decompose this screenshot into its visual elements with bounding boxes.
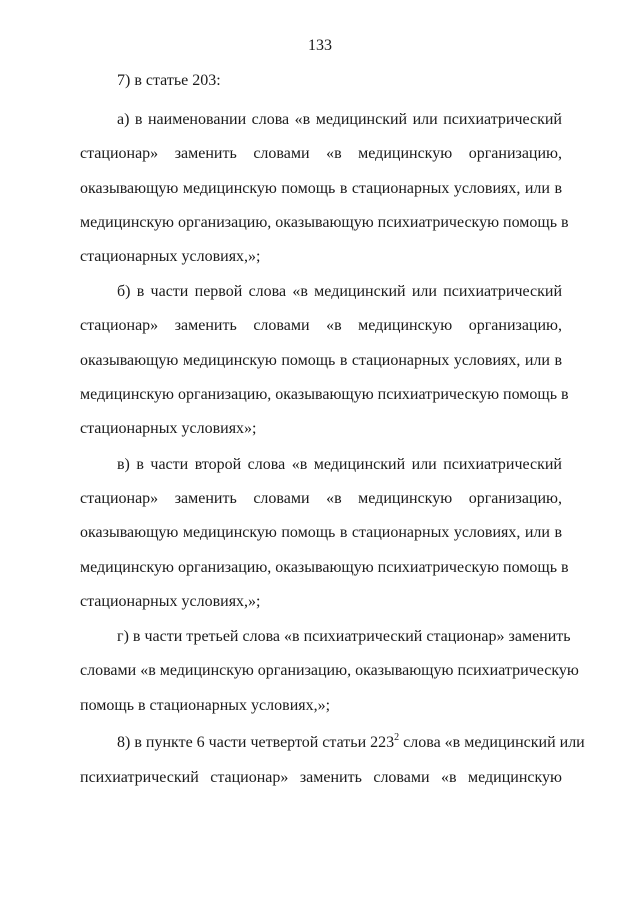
text-line-content: 7) в статье 203: — [117, 72, 221, 89]
text-line — [80, 316, 562, 336]
text-line — [80, 385, 569, 405]
text-line-content: б) в части первой слова «в медицинский или психиатрический — [117, 283, 562, 300]
text-line — [117, 71, 562, 91]
text-line — [80, 523, 562, 543]
text-line — [80, 558, 569, 578]
text-line — [117, 732, 585, 753]
text-line — [80, 661, 579, 681]
text-line-content: стационар» заменить словами «в медицинскую организацию, — [80, 317, 562, 334]
text-line — [80, 213, 569, 233]
superscript: 2 — [394, 732, 400, 743]
text-line-content: оказывающую медицинскую помощь в стационарных условиях, или в — [80, 524, 562, 541]
text-line-content: словами «в медицинскую организацию, оказывающую психиатрическую — [80, 662, 579, 679]
text-line — [80, 247, 562, 267]
text-line-content: стационар» заменить словами «в медицинскую организацию, — [80, 490, 562, 507]
text-line-content: психиатрический стационар» заменить словами «в медицинскую — [80, 769, 562, 786]
text-line — [80, 696, 562, 716]
text-line-content: медицинскую организацию, оказывающую психиатрическую помощь в — [80, 559, 569, 576]
text-line — [80, 351, 562, 371]
page-number: 133 — [308, 37, 332, 54]
text-line-content: стационар» заменить словами «в медицинскую организацию, — [80, 145, 562, 162]
text-line-content: г) в части третьей слова «в психиатрический стационар» заменить — [117, 628, 571, 645]
text-line-content: в) в части второй слова «в медицинский или психиатрический — [117, 456, 562, 473]
text-line-content: 8) в пункте 6 части четвертой статьи 223 — [117, 734, 395, 751]
text-line — [117, 110, 562, 130]
text-line-content: оказывающую медицинскую помощь в стационарных условиях, или в — [80, 352, 562, 369]
text-line — [117, 282, 562, 302]
text-line-content: а) в наименовании слова «в медицинский или психиатрический — [117, 111, 562, 128]
text-line-content: медицинскую организацию, оказывающую психиатрическую помощь в — [80, 386, 569, 403]
text-line-content: стационарных условиях,»; — [80, 593, 261, 610]
text-line-tail: слова «в медицинский или — [399, 734, 585, 751]
text-line — [80, 592, 562, 612]
text-line — [80, 179, 562, 199]
text-line-content: оказывающую медицинскую помощь в стационарных условиях, или в — [80, 180, 562, 197]
text-line — [80, 768, 562, 788]
text-line-content: стационарных условиях,»; — [80, 248, 261, 265]
text-line-content: помощь в стационарных условиях,»; — [80, 697, 331, 714]
text-line — [117, 627, 571, 647]
text-line — [80, 419, 562, 439]
text-line — [80, 489, 562, 509]
text-line — [117, 455, 562, 475]
text-line-content: стационарных условиях»; — [80, 420, 257, 437]
text-line — [80, 144, 562, 164]
text-line-content: медицинскую организацию, оказывающую психиатрическую помощь в — [80, 214, 569, 231]
